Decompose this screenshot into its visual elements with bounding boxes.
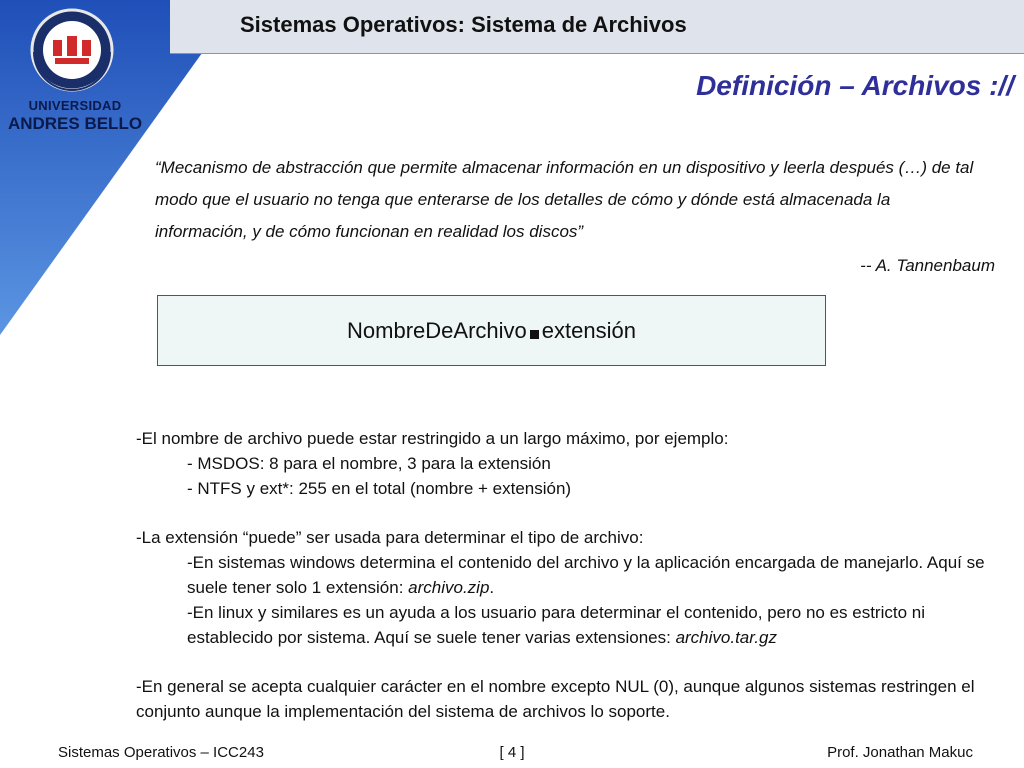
slide-heading: Definición – Archivos :// <box>696 70 1014 101</box>
logo-line-1: UNIVERSIDAD <box>28 98 122 113</box>
bullet-allowed-characters: -En general se acepta cualquier carácter en el nombre excepto NUL (0), aunque algunos sistemas restringen el conjunto aunque la implementación del sistema de archivos lo soporte. <box>136 677 975 721</box>
header-title: Sistemas Operativos: Sistema de Archivos <box>240 12 687 37</box>
university-seal-icon <box>0 0 150 100</box>
sub-bullet-linux <box>136 600 996 650</box>
separator-square-icon <box>530 330 539 339</box>
linux-text: -En linux y similares es un ayuda a los usuario para determinar el contenido, pero no es estricto ni establecido por sistema. Aquí se suele tener varias extensiones: <box>187 603 925 647</box>
windows-text: -En sistemas windows determina el contenido del archivo y la aplicación encargada de manejarlo. Aquí se suele tener solo 1 extensión: <box>187 553 985 597</box>
spacer <box>136 650 996 674</box>
filename-part-extension: extensión <box>541 317 636 343</box>
slide-body <box>136 426 996 724</box>
windows-period: . <box>489 578 495 597</box>
windows-example: archivo.zip <box>408 578 490 597</box>
quote-author: -- A. Tannenbaum <box>860 256 995 275</box>
bullet-extension-usage: -La extensión “puede” ser usada para determinar el tipo de archivo: <box>136 528 644 547</box>
bullet-length-limit: -El nombre de archivo puede estar restringido a un largo máximo, por ejemplo: <box>136 429 729 448</box>
logo-line-2: ANDRES BELLO <box>7 114 143 133</box>
filename-format-box <box>157 295 826 366</box>
sub-bullet-msdos: - MSDOS: 8 para el nombre, 3 para la extensión <box>187 454 551 473</box>
slide-footer <box>0 744 1024 764</box>
sub-bullet-windows <box>136 550 996 600</box>
university-logo <box>0 0 150 140</box>
sub-bullet-ntfs: - NTFS y ext*: 255 en el total (nombre + extensión) <box>187 479 572 498</box>
definition-quote: “Mecanismo de abstracción que permite almacenar información en un dispositivo y leerla después (…) de tal modo que el usuario no tenga que enterarse de los detalles de cómo y dónde está almacenada la información, y de cómo funcionan en realidad los discos” <box>155 158 974 241</box>
filename-part-name: NombreDeArchivo <box>347 317 527 343</box>
footer-course: Sistemas Operativos – ICC243 <box>58 744 264 761</box>
footer-author: Prof. Jonathan Makuc <box>827 744 973 761</box>
linux-example: archivo.tar.gz <box>675 628 777 647</box>
spacer <box>136 501 996 525</box>
footer-page-number: [ 4 ] <box>499 744 525 761</box>
